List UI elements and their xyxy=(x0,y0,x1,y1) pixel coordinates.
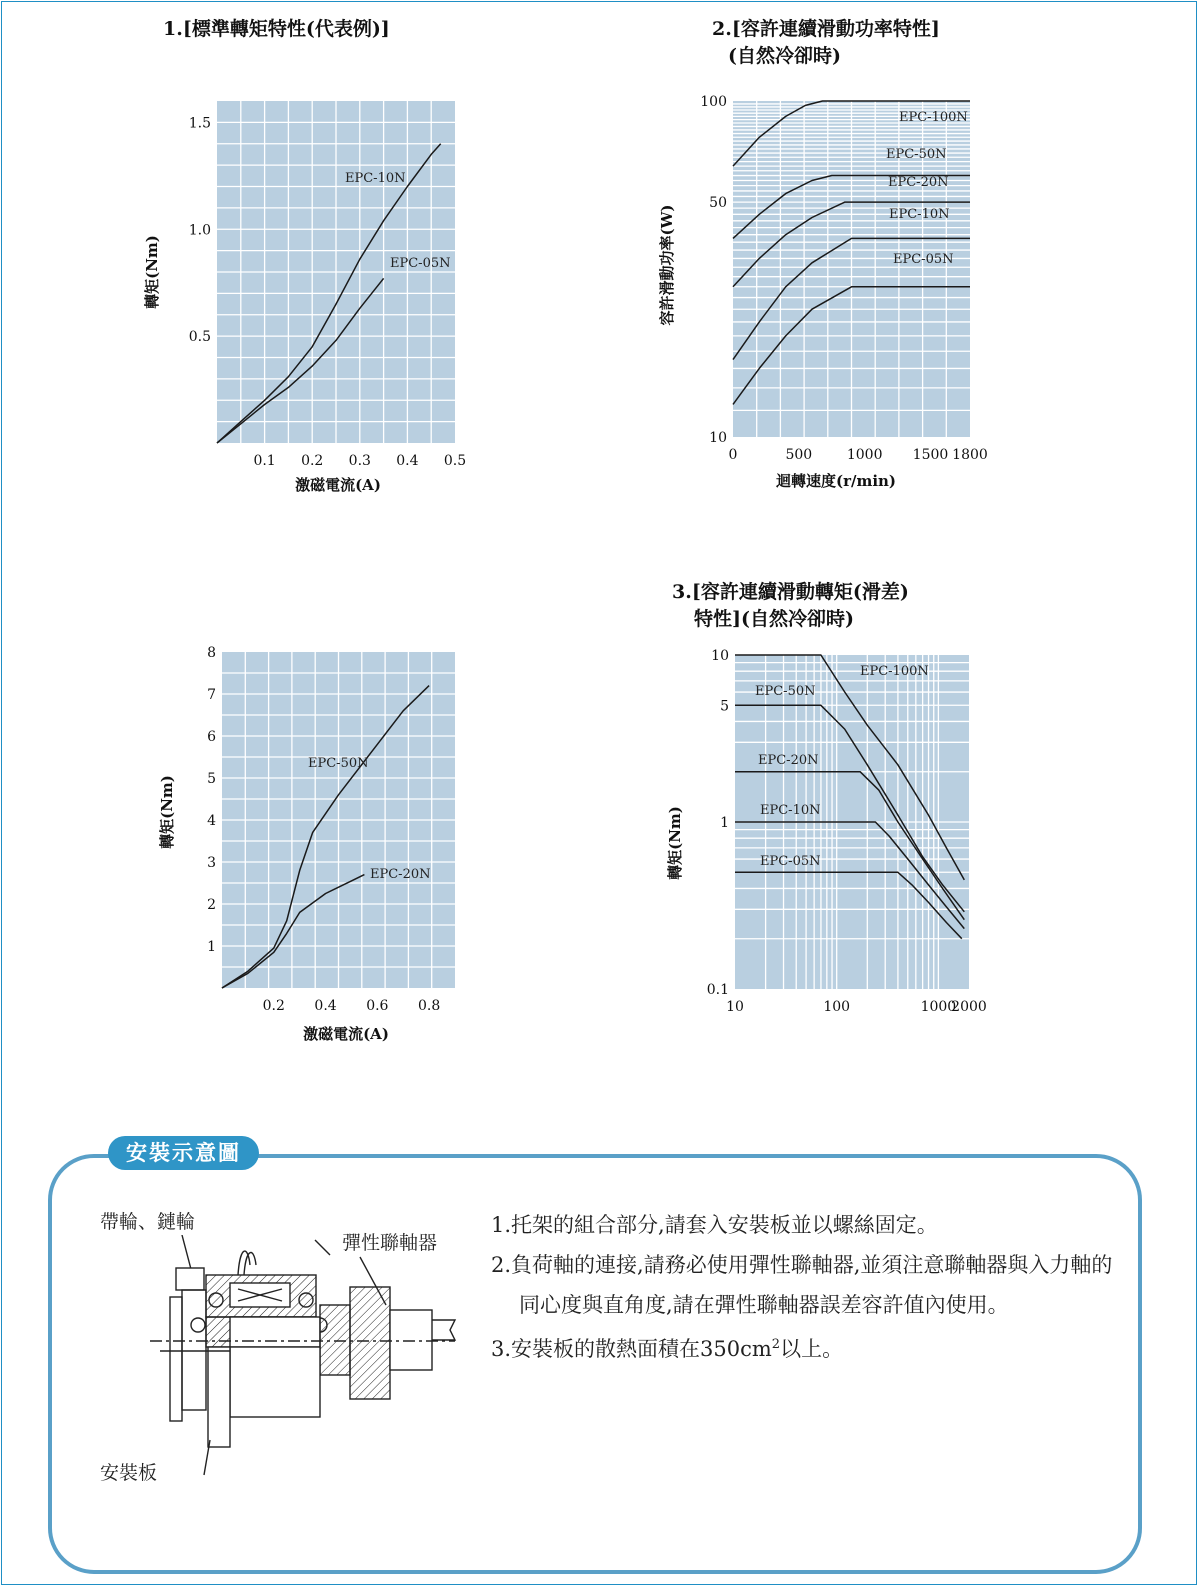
install-notes xyxy=(491,1205,1131,1369)
label-plate: 安裝板 xyxy=(100,1462,158,1484)
c2-xtick-label: 0 xyxy=(728,447,738,463)
c2-series-label: EPC-10N xyxy=(889,207,950,222)
install-note-1: 1.托架的組合部分,請套入安裝板並以螺絲固定。 xyxy=(491,1213,938,1237)
c1-xtick-label: 0.2 xyxy=(301,453,324,469)
install-note-3-text: 3.安裝板的散熱面積在350cm xyxy=(491,1337,772,1361)
install-note-3-sup: 2 xyxy=(771,1337,781,1352)
c4-y-axis-title: 轉矩(Nm) xyxy=(666,806,684,880)
c4-xtick-label: 10 xyxy=(726,999,744,1015)
c4-ytick-label: 1 xyxy=(720,815,729,831)
chart2-title-line1: 2.[容許連續滑動功率特性] xyxy=(712,18,940,40)
c2-series-label: EPC-20N xyxy=(888,175,949,190)
c1-ytick-label: 1.5 xyxy=(188,115,211,132)
c3-xtick-label: 0.6 xyxy=(366,998,389,1014)
c3-ytick-label: 3 xyxy=(207,855,216,871)
c3-y-axis-title: 轉矩(Nm) xyxy=(158,775,176,849)
chart1-title: 1.[標準轉矩特性(代表例)] xyxy=(163,18,390,40)
c3-ytick-label: 1 xyxy=(207,939,216,955)
c2-xtick-label: 1800 xyxy=(952,447,988,463)
c4-ytick-label: 0.1 xyxy=(706,982,729,998)
c1-xtick-label: 0.1 xyxy=(253,453,276,469)
c3-ytick-label: 4 xyxy=(207,813,216,829)
c1-ytick-label: 0.5 xyxy=(188,329,211,346)
c1-xtick-label: 0.3 xyxy=(348,453,371,469)
c2-xtick-label: 1500 xyxy=(912,447,949,463)
c3-ytick-label: 6 xyxy=(207,729,216,745)
c4-series-label: EPC-05N xyxy=(760,854,821,869)
label-pulley: 帶輪、鏈輪 xyxy=(100,1211,196,1233)
c2-series-label: EPC-50N xyxy=(886,147,947,162)
install-tab: 安裝示意圖 xyxy=(108,1136,259,1170)
c1-xtick-label: 0.4 xyxy=(396,453,419,469)
c3-xtick-label: 0.8 xyxy=(417,998,441,1014)
chart4-title-line2: 特性](自然冷卻時) xyxy=(694,608,854,630)
install-note-3-tail: 以上。 xyxy=(780,1337,844,1361)
c2-series-label: EPC-100N xyxy=(899,110,968,125)
c2-ytick-label: 10 xyxy=(709,430,727,446)
c1-y-axis-title: 轉矩(Nm) xyxy=(143,235,161,309)
c2-xtick-label: 1000 xyxy=(846,447,883,463)
c3-ytick-label: 2 xyxy=(207,897,216,913)
install-note-3 xyxy=(491,1325,1131,1369)
c1-x-axis-title: 激磁電流(A) xyxy=(295,476,381,494)
install-note-2: 2.負荷軸的連接,請務必使用彈性聯軸器,並須注意聯軸器與入力軸的同心度與直角度,請在彈性聯軸器誤差容許值內使用。 xyxy=(491,1253,1113,1317)
c2-xtick-label: 500 xyxy=(785,447,813,463)
c2-x-axis-title: 迴轉速度(r/min) xyxy=(775,472,897,490)
c4-series-label: EPC-10N xyxy=(760,803,821,818)
c3-x-axis-title: 激磁電流(A) xyxy=(303,1025,389,1043)
c1-series-label: EPC-05N xyxy=(390,256,451,271)
c3-ytick-label: 5 xyxy=(207,771,216,787)
c4-series-label: EPC-100N xyxy=(860,664,929,679)
c3-series-label: EPC-20N xyxy=(370,867,431,882)
c3-ytick-label: 7 xyxy=(207,687,216,703)
c4-series-label: EPC-20N xyxy=(758,753,819,768)
c4-ytick-label: 10 xyxy=(711,648,729,664)
c4-xtick-label: 1000 xyxy=(920,999,957,1015)
chart4-title-line1: 3.[容許連續滑動轉矩(滑差) xyxy=(672,581,909,603)
c2-ytick-label: 50 xyxy=(709,195,727,212)
c1-xtick-label: 0.5 xyxy=(443,453,467,469)
install-diagram xyxy=(120,1235,480,1485)
c2-ytick-label: 100 xyxy=(700,94,727,110)
c4-series-label: EPC-50N xyxy=(755,684,816,699)
c1-ytick-label: 1.0 xyxy=(188,222,211,239)
c3-series-label: EPC-50N xyxy=(308,756,369,771)
c1-series-label: EPC-10N xyxy=(345,171,406,186)
c3-xtick-label: 0.2 xyxy=(262,998,285,1014)
c2-y-axis-title: 容許滑動功率(W) xyxy=(658,204,676,326)
c2-series-label: EPC-05N xyxy=(893,252,954,267)
chart2-title-line2: (自然冷卻時) xyxy=(728,45,841,67)
c4-xtick-label: 2000 xyxy=(951,999,987,1015)
c3-xtick-label: 0.4 xyxy=(314,998,337,1014)
c4-xtick-label: 100 xyxy=(823,999,851,1015)
c3-ytick-label: 8 xyxy=(207,645,216,661)
label-coupling: 彈性聯軸器 xyxy=(342,1232,438,1254)
c4-ytick-label: 5 xyxy=(720,698,729,715)
